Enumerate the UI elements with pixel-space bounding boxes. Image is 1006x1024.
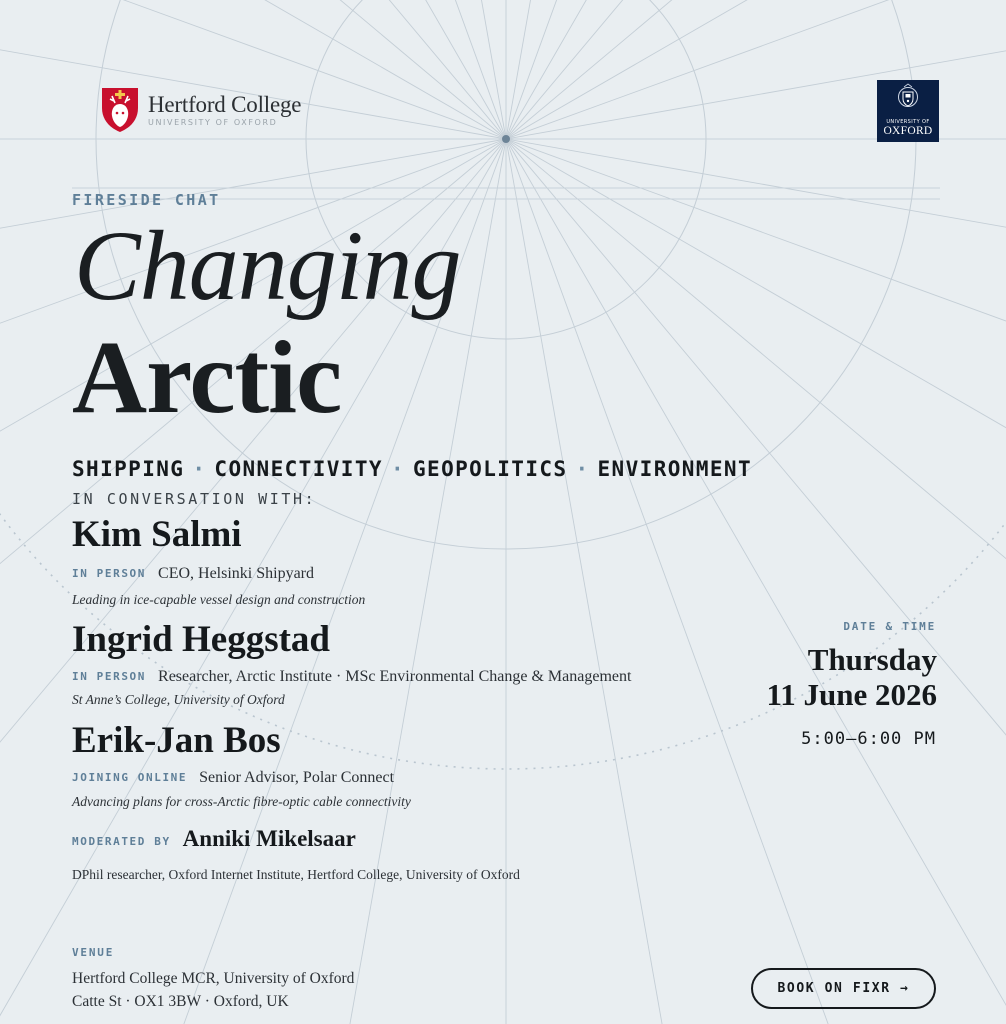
speaker-note: Advancing plans for cross-Arctic fibre-optic cable connectivity xyxy=(72,794,411,809)
themes-list xyxy=(72,457,752,481)
grid-radial-line xyxy=(506,139,1006,1024)
moderator-line xyxy=(72,827,356,850)
event-kicker: FIRESIDE CHAT xyxy=(72,191,221,209)
college-subtitle: UNIVERSITY OF OXFORD xyxy=(148,118,278,127)
venue-label: VENUE xyxy=(72,946,115,959)
theme-separator: · xyxy=(575,457,590,481)
speaker-note: St Anne’s College, University of Oxford xyxy=(72,692,285,707)
theme-item: SHIPPING xyxy=(72,457,185,481)
grid-radial-line xyxy=(506,0,784,139)
title-line-2: Arctic xyxy=(72,320,342,435)
speaker-role: Senior Advisor, Polar Connect xyxy=(199,769,395,786)
grid-radial-line xyxy=(506,139,1006,1024)
theme-separator: · xyxy=(192,457,207,481)
event-time: 5:00–6:00 PM xyxy=(801,729,936,749)
speaker-detail xyxy=(72,566,314,582)
speaker-note: Leading in ice-capable vessel design and construction xyxy=(72,592,366,607)
speaker-mode: IN PERSON xyxy=(72,567,147,580)
grid-radial-line xyxy=(506,139,1006,1024)
speaker-role: Researcher, Arctic Institute · MSc Environmental Change & Management xyxy=(158,668,632,685)
venue-line-2: Catte St · OX1 3BW · Oxford, UK xyxy=(72,993,289,1010)
hertford-college-logo xyxy=(100,86,301,134)
grid-radial-line xyxy=(506,139,1006,417)
moderator-label: MODERATED BY xyxy=(72,835,171,848)
theme-item: GEOPOLITICS xyxy=(412,457,568,481)
theme-item: CONNECTIVITY xyxy=(214,457,383,481)
speaker-mode: IN PERSON xyxy=(72,670,147,683)
title-line-1: Changing xyxy=(74,210,461,321)
speaker-detail xyxy=(72,770,394,786)
moderator-note: DPhil researcher, Oxford Internet Institute, Hertford College, University of Oxford xyxy=(72,867,520,882)
grid-radial-line xyxy=(506,139,1006,939)
speaker-name: Kim Salmi xyxy=(72,514,242,555)
grid-radial-line xyxy=(506,139,784,1024)
college-name: Hertford College xyxy=(148,92,302,117)
conversation-label: IN CONVERSATION WITH: xyxy=(72,490,317,508)
oxford-university-logo xyxy=(877,80,939,142)
theme-separator: · xyxy=(390,457,405,481)
event-day: Thursday xyxy=(807,642,937,677)
venue-line-1: Hertford College MCR, University of Oxford xyxy=(72,970,355,987)
speaker-name: Ingrid Heggstad xyxy=(72,619,331,660)
grid-radial-line xyxy=(506,139,1006,686)
grid-radial-line xyxy=(506,139,1006,1024)
theme-item: ENVIRONMENT xyxy=(597,457,752,481)
speaker-mode: JOINING ONLINE xyxy=(72,771,188,784)
speaker-role: CEO, Helsinki Shipyard xyxy=(158,565,315,582)
event-date: 11 June 2026 xyxy=(766,677,937,712)
oxford-crest-icon xyxy=(897,83,919,113)
oxford-small-text: UNIVERSITY OF xyxy=(886,119,930,125)
speaker-detail xyxy=(72,669,631,685)
moderator-name: Anniki Mikelsaar xyxy=(182,826,356,851)
pole-dot xyxy=(502,135,510,143)
hertford-shield-icon xyxy=(100,86,140,134)
book-on-fixr-button[interactable]: BOOK ON FIXR → xyxy=(751,968,936,1009)
oxford-big-text: OXFORD xyxy=(883,125,933,137)
datetime-label: DATE & TIME xyxy=(843,620,936,633)
speaker-name: Erik-Jan Bos xyxy=(72,720,281,761)
